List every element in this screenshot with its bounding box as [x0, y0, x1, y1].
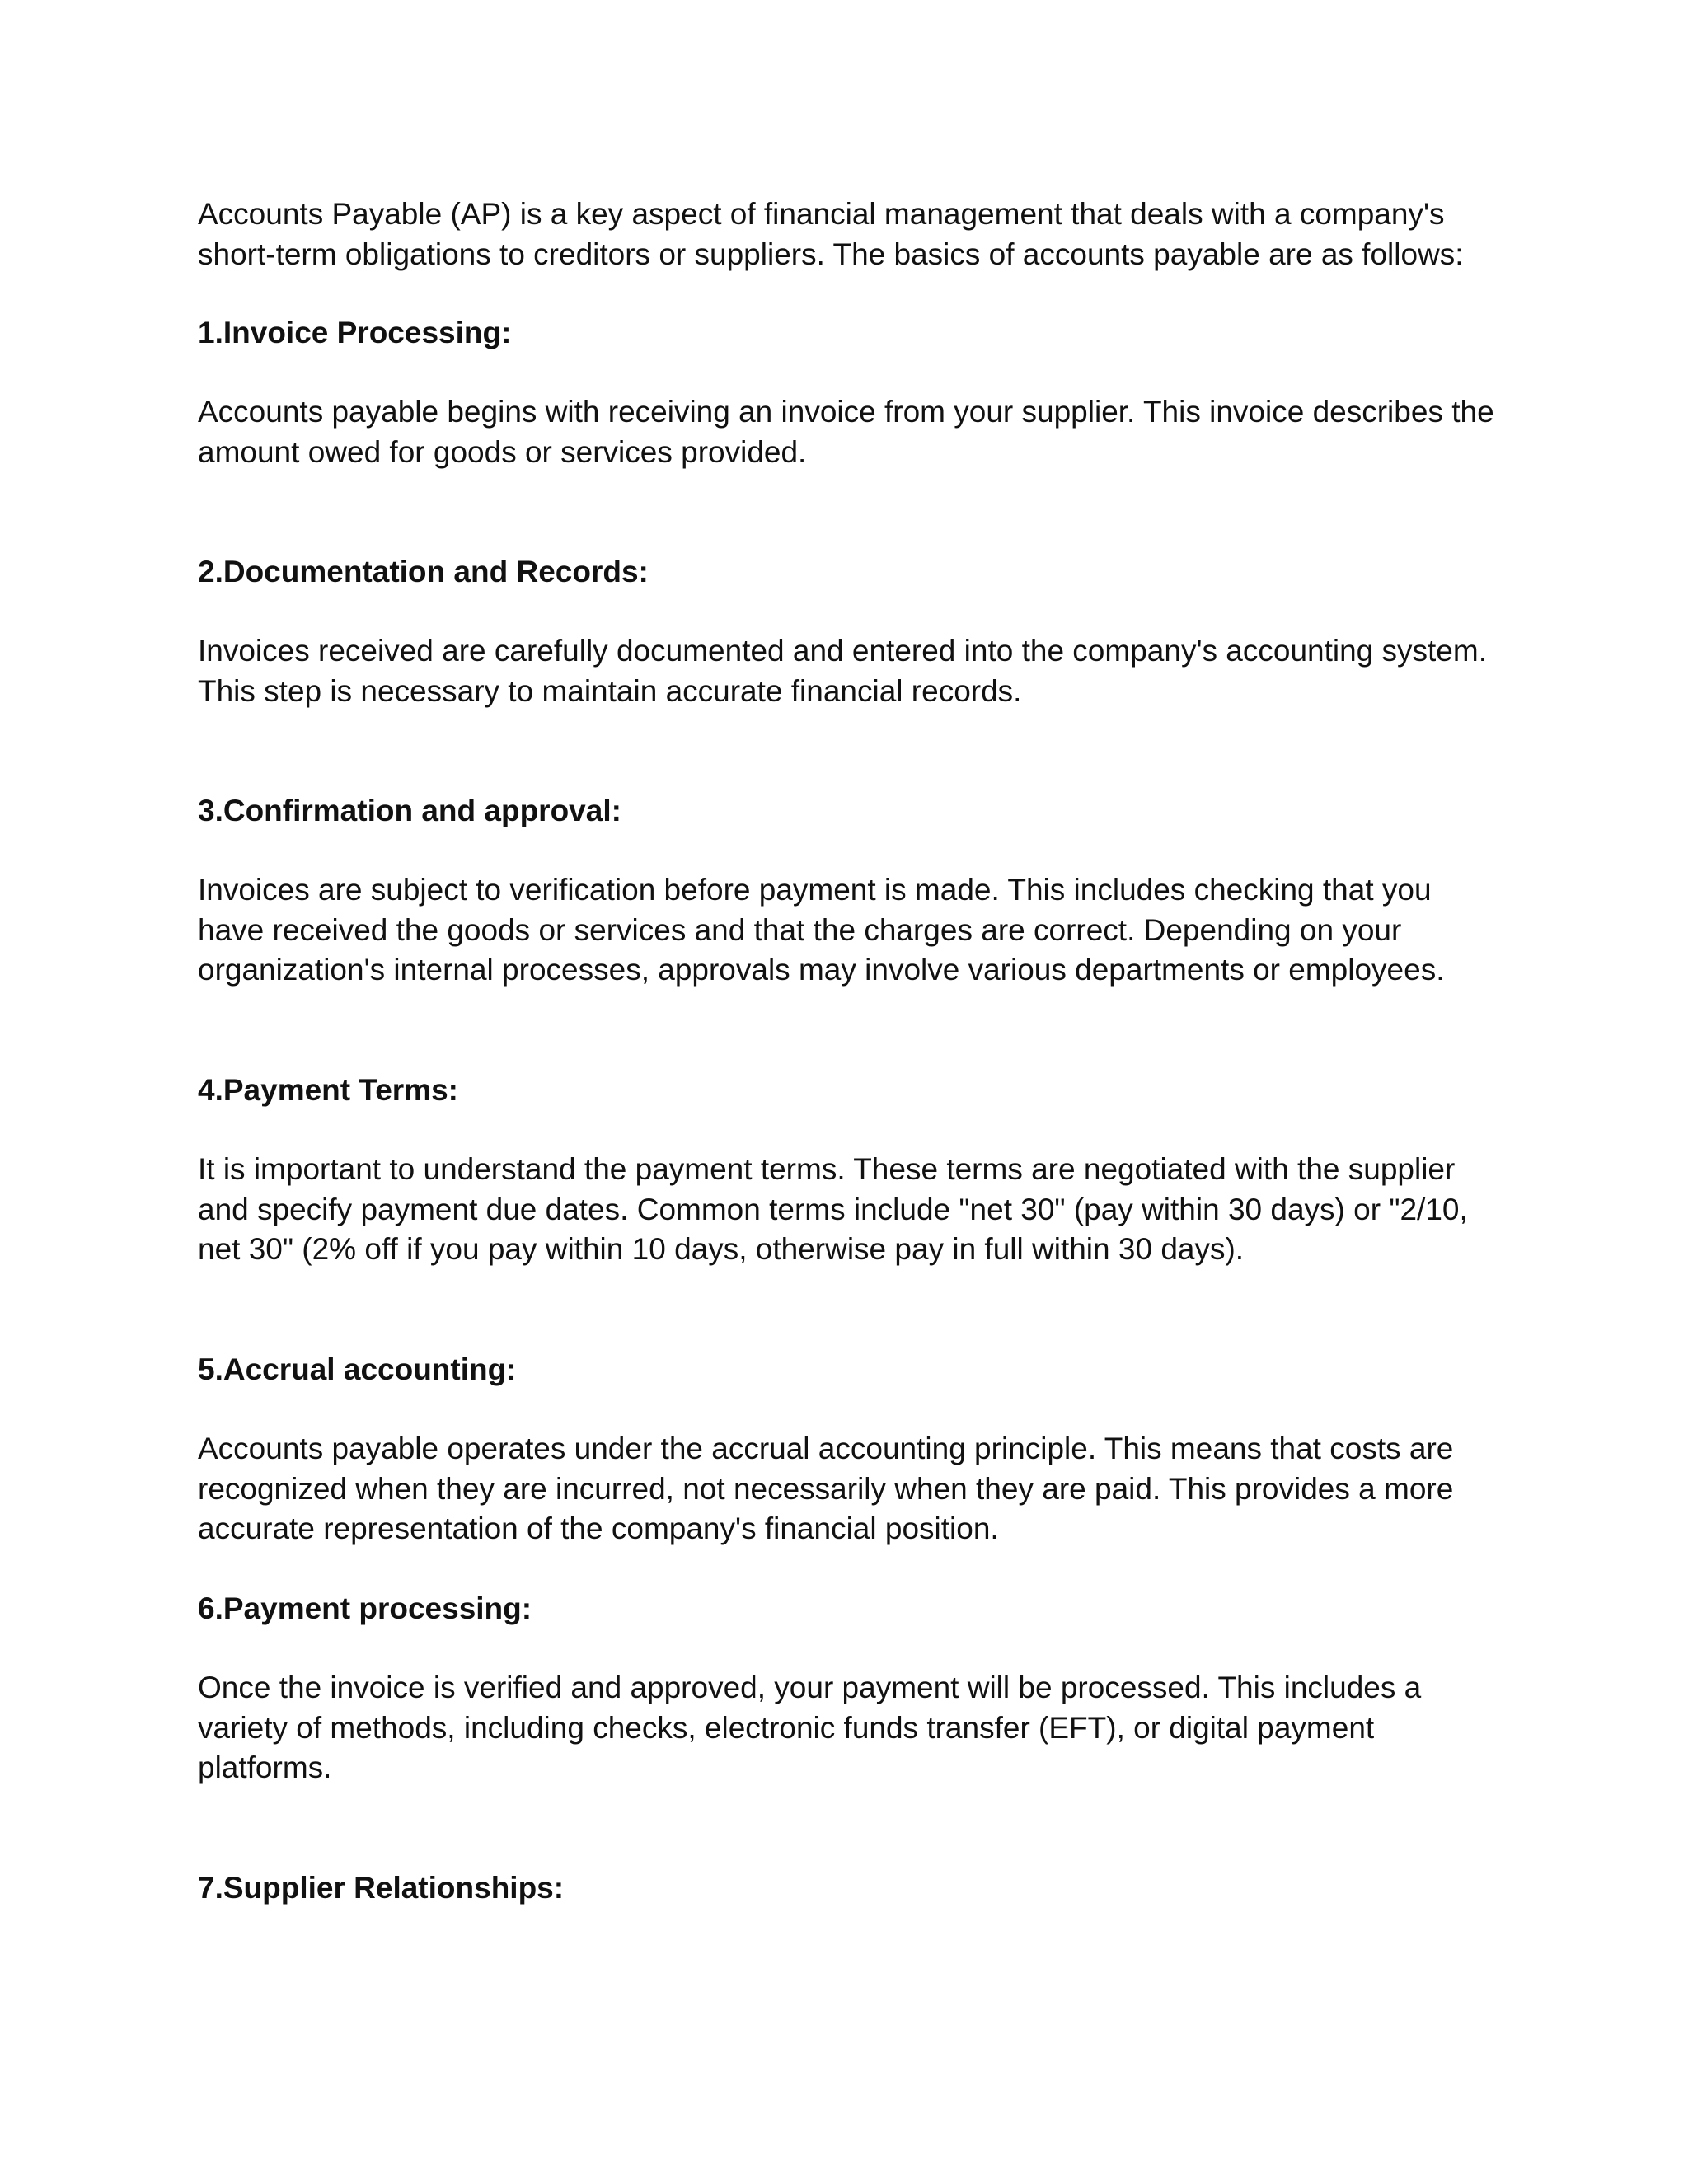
paragraph-line: variety of methods, including checks, electronic funds transfer (EFT), or digital payment: [198, 1710, 1375, 1745]
paragraph-line: Invoices are subject to verification before payment is made. This includes checking that you: [198, 873, 1432, 907]
section-1-heading: 1.Invoice Processing:: [198, 316, 512, 349]
paragraph-line: Invoices received are carefully documented and entered into the company's accounting system.: [198, 634, 1487, 668]
section-4-paragraph: [198, 1150, 1533, 1270]
paragraph-line: This step is necessary to maintain accurate financial records.: [198, 673, 1022, 708]
section-2-paragraph: [198, 631, 1533, 711]
paragraph-line: organization's internal processes, approvals may involve various departments or employees.: [198, 953, 1445, 987]
section-6-heading: 6.Payment processing:: [198, 1591, 532, 1625]
section-5-paragraph: [198, 1429, 1533, 1549]
section-4-heading: 4.Payment Terms:: [198, 1073, 458, 1107]
paragraph-line: Accounts payable operates under the accrual accounting principle. This means that costs are: [198, 1432, 1454, 1465]
section-5-heading: 5.Accrual accounting:: [198, 1352, 517, 1386]
paragraph-line: have received the goods or services and that the charges are correct. Depending on your: [198, 912, 1402, 947]
section-1-paragraph: [198, 392, 1533, 472]
intro-paragraph: [198, 194, 1533, 274]
section-2-heading: 2.Documentation and Records:: [198, 555, 649, 588]
paragraph-line: platforms.: [198, 1750, 332, 1784]
paragraph-line: amount owed for goods or services provided.: [198, 434, 807, 469]
section-6-paragraph: [198, 1668, 1533, 1788]
section-3-paragraph: [198, 870, 1533, 991]
paragraph-line: accurate representation of the company's financial position.: [198, 1511, 999, 1545]
section-3-heading: 3.Confirmation and approval:: [198, 794, 621, 827]
paragraph-line: Accounts payable begins with receiving an invoice from your supplier. This invoice describes the: [198, 395, 1494, 429]
paragraph-line: recognized when they are incurred, not necessarily when they are paid. This provides a more: [198, 1471, 1454, 1506]
paragraph-line: net 30" (2% off if you pay within 10 days, otherwise pay in full within 30 days).: [198, 1232, 1245, 1266]
intro-line: short-term obligations to creditors or suppliers. The basics of accounts payable are as follows:: [198, 237, 1464, 271]
intro-line: Accounts Payable (AP) is a key aspect of financial management that deals with a company's: [198, 197, 1445, 231]
paragraph-line: and specify payment due dates. Common terms include "net 30" (pay within 30 days) or "2/10,: [198, 1192, 1468, 1226]
section-7-heading: 7.Supplier Relationships:: [198, 1871, 565, 1905]
paragraph-line: It is important to understand the payment terms. These terms are negotiated with the supplier: [198, 1152, 1456, 1186]
paragraph-line: Once the invoice is verified and approved, your payment will be processed. This includes a: [198, 1671, 1422, 1704]
